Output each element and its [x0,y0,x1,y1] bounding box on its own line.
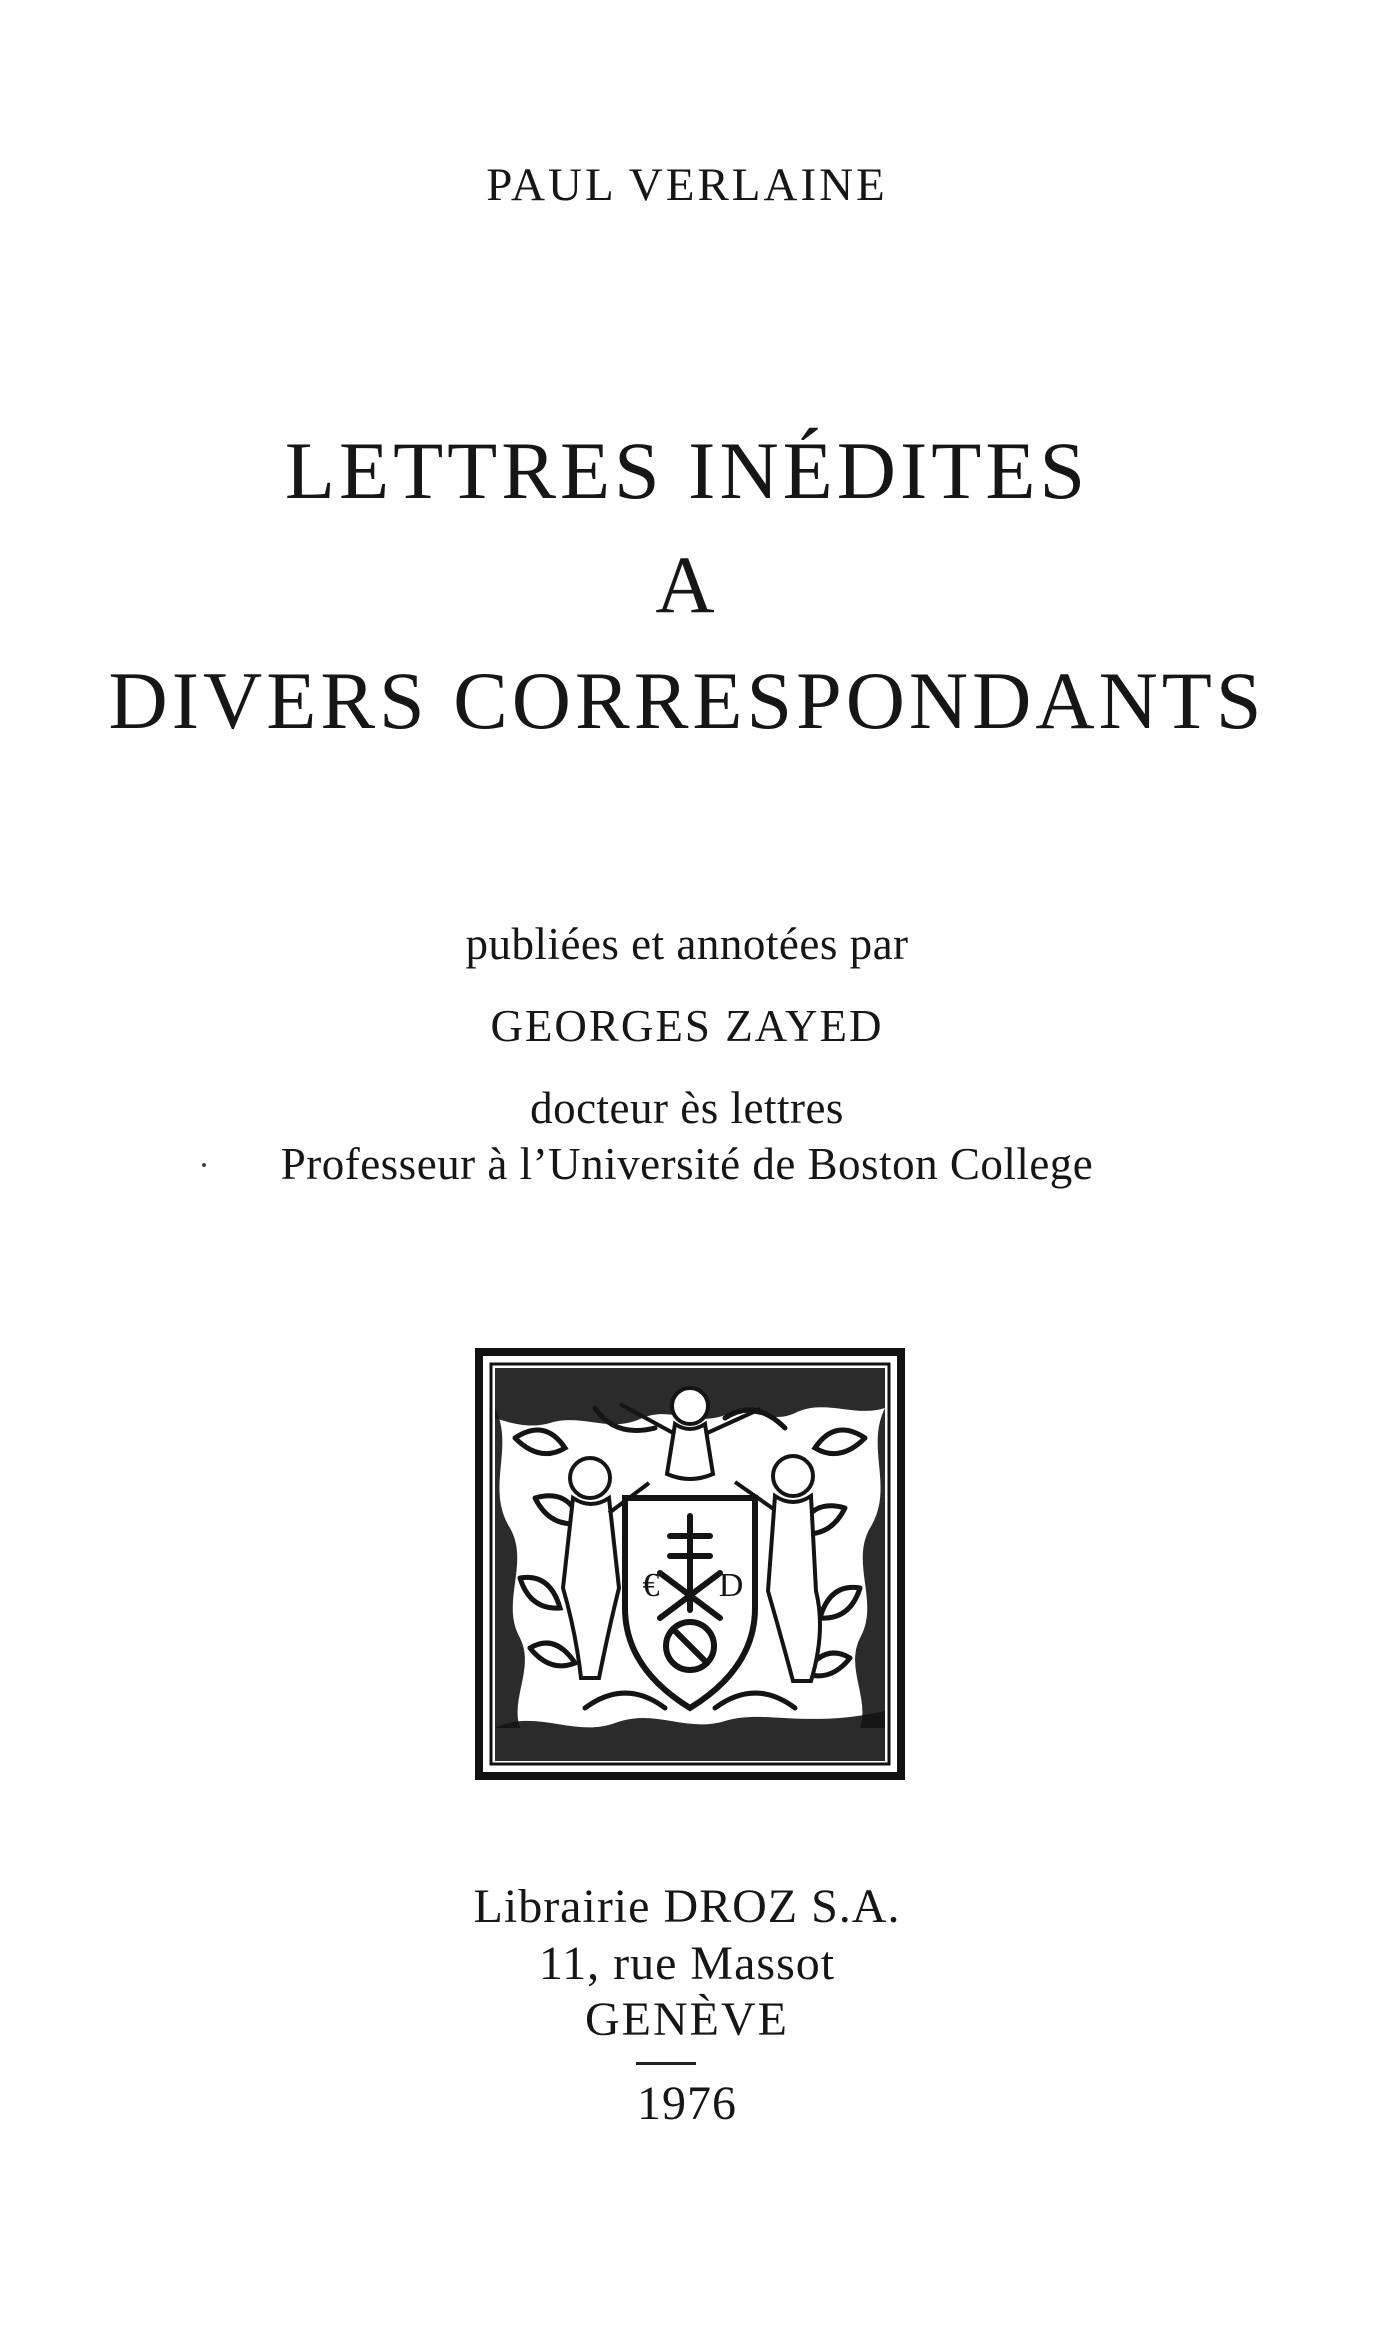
author-name: PAUL VERLAINE [486,159,888,211]
editor-intro: publiées et annotées par [465,919,909,969]
monogram-left: € [642,1567,660,1604]
editor-name: GEORGES ZAYED [490,1001,884,1051]
printer-device-icon [475,1348,905,1780]
title-line-3: DIVERS CORRESPONDANTS [108,655,1266,746]
publication-year: 1976 [637,2077,737,2130]
editor-degree: docteur ès lettres [530,1083,844,1133]
title-line-2: A [655,539,719,630]
stray-dot [202,1163,206,1167]
title-line-1: LETTRES INÉDITES [284,425,1090,516]
monogram-right: D [718,1567,744,1604]
editor-position: Professeur à l’Université de Boston College [280,1139,1094,1189]
publisher-address: 11, rue Massot [538,1937,836,1990]
divider-rule [636,2062,696,2065]
publisher-name: Librairie DROZ S.A. [473,1880,901,1933]
publisher-city: GENÈVE [585,1993,789,2046]
